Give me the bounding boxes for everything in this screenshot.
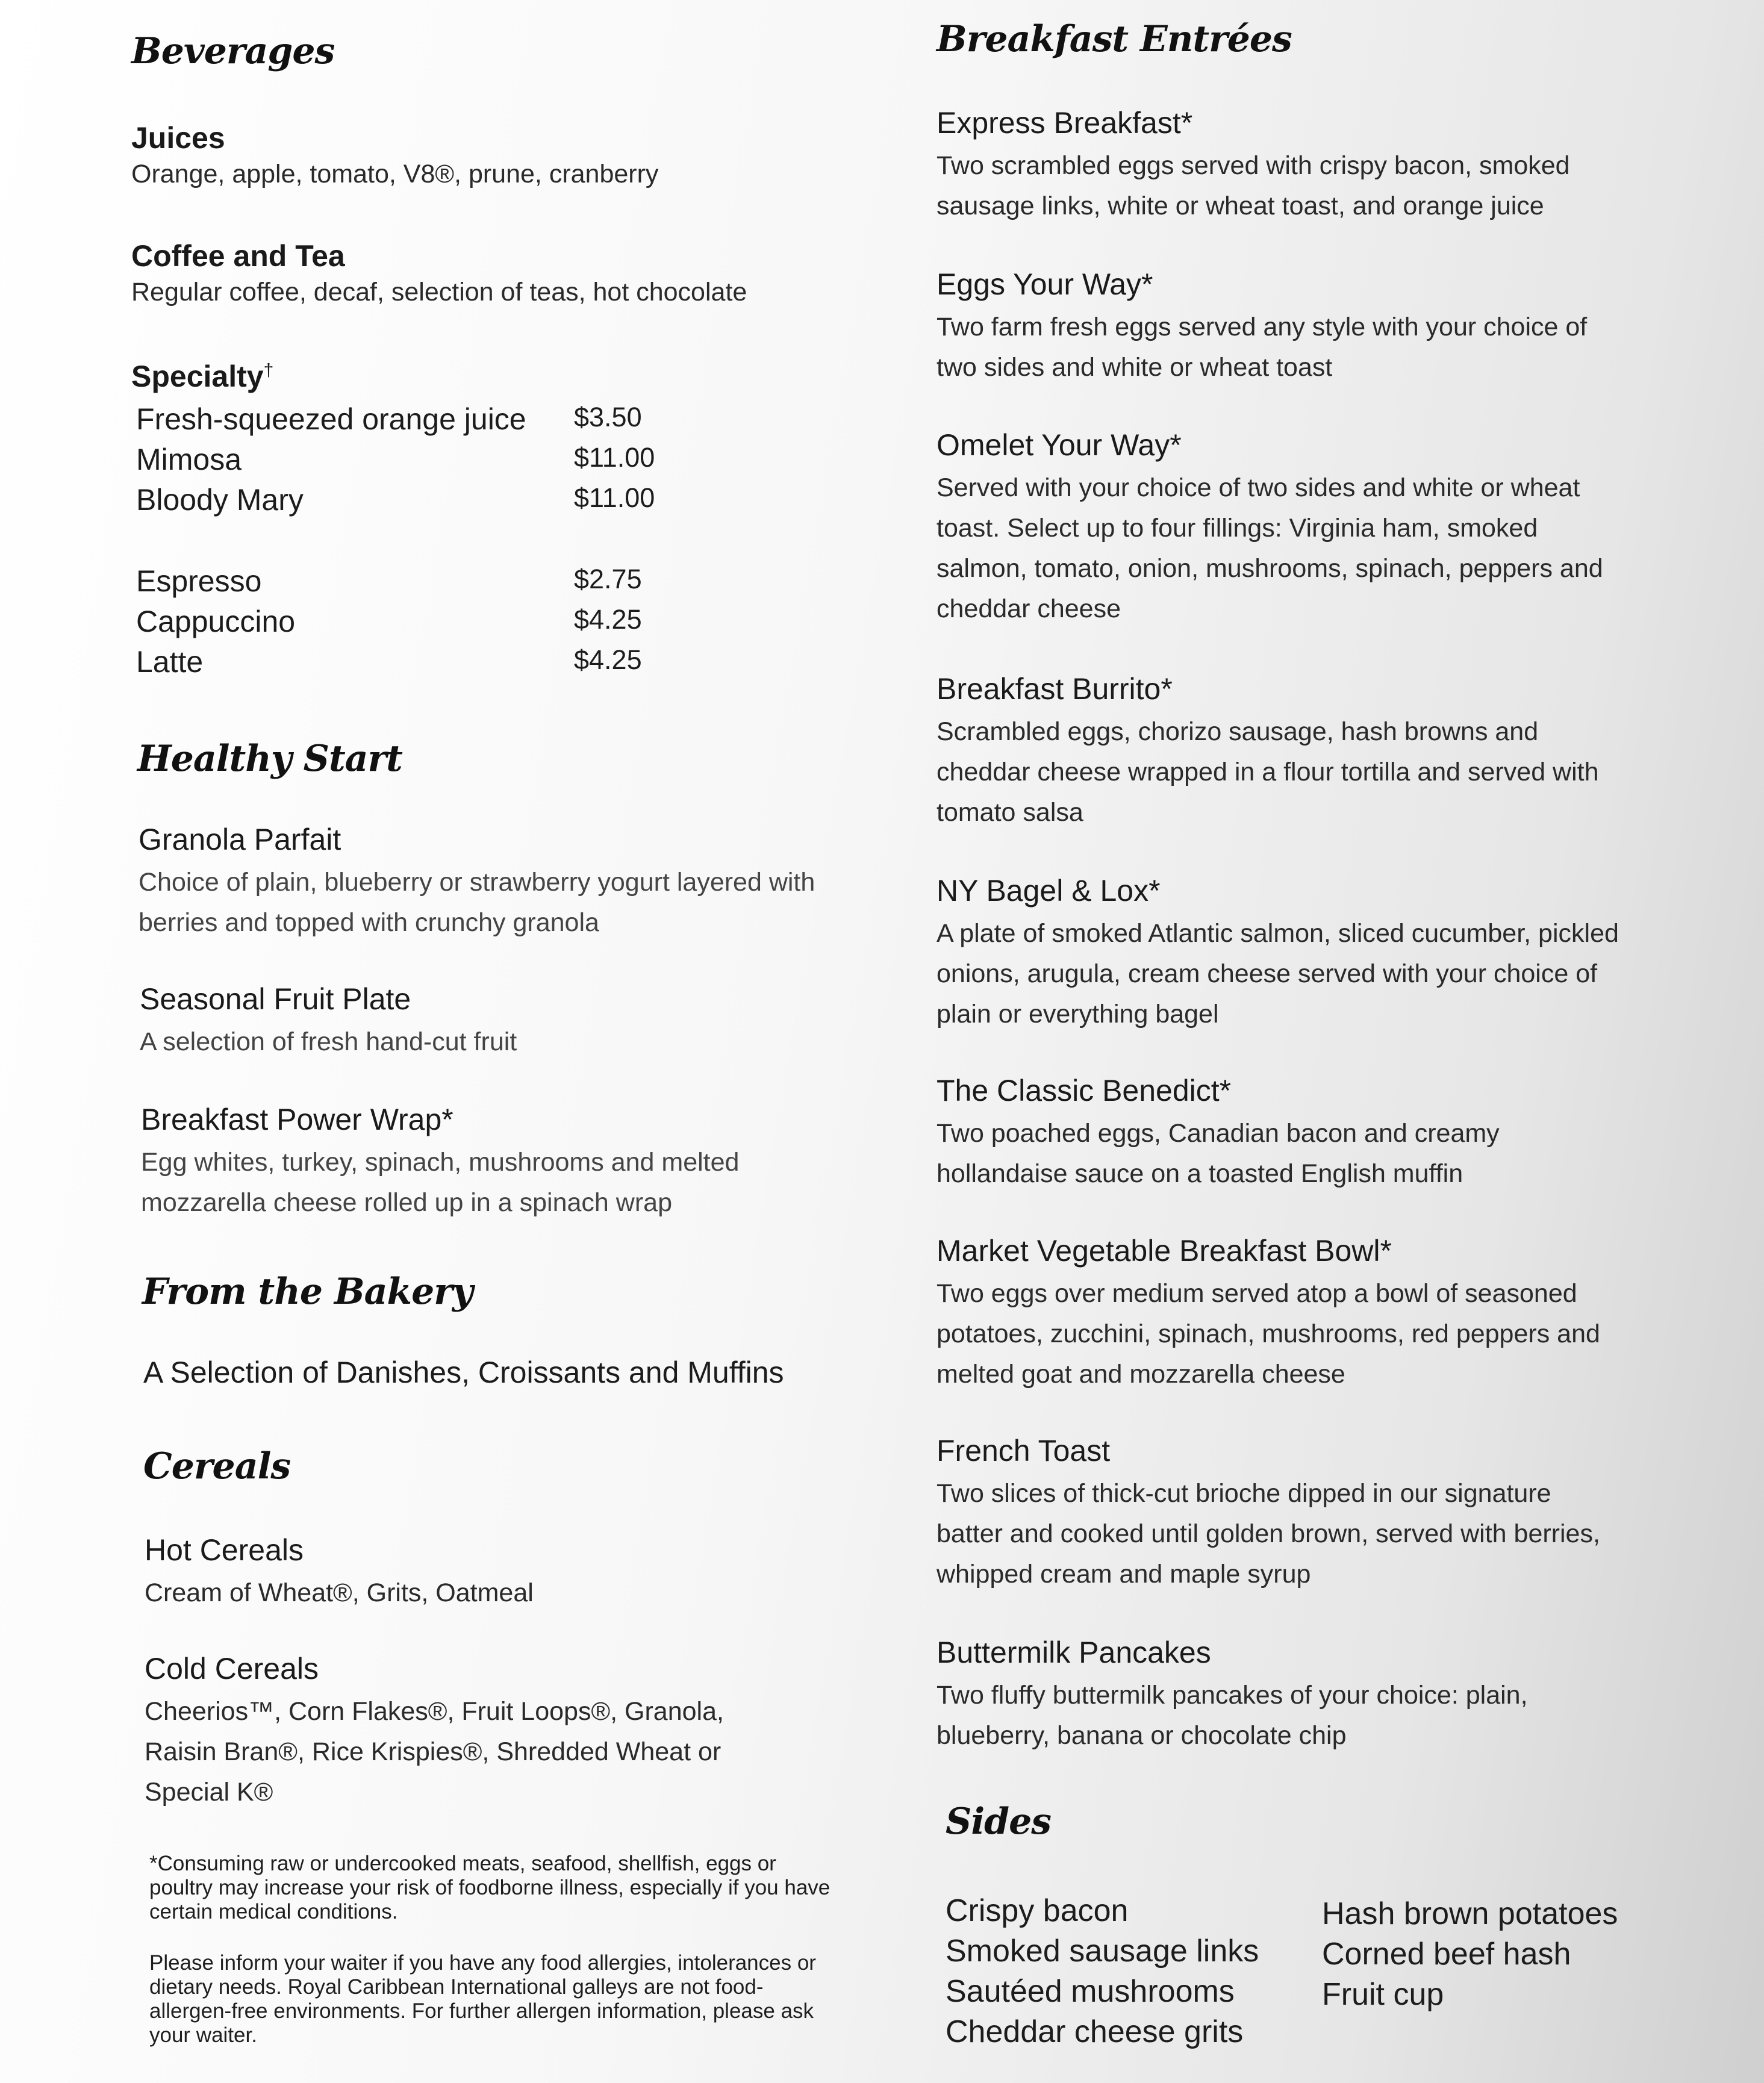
specialty-row — [131, 442, 673, 482]
specialty-item-name: Fresh-squeezed orange juice — [136, 402, 526, 436]
side-item: Corned beef hash — [1322, 1937, 1571, 1972]
healthy-start-heading: Healthy Start — [137, 738, 402, 780]
juices-title: Juices — [131, 121, 225, 155]
coffee-tea-desc: Regular coffee, decaf, selection of teas, hot chocolate — [131, 278, 747, 307]
specialty-item-price: $4.25 — [574, 644, 642, 675]
dagger-mark: † — [263, 360, 274, 381]
hot-cereals-title: Hot Cereals — [145, 1533, 304, 1567]
allergy-notice: Please inform your waiter if you have any food allergies, intolerances or dietary needs. Royal Caribbean International galleys are not food-allergen-free environments. For further allergen information, please ask your waiter. — [149, 1951, 816, 2047]
consumer-advisory: *Consuming raw or undercooked meats, seafood, shellfish, eggs or poultry may increase your risk of foodborne illness, especially if you have certain medical conditions. — [149, 1852, 831, 1923]
specialty-row — [131, 482, 673, 523]
healthy-item-title: Breakfast Power Wrap* — [141, 1103, 453, 1136]
side-item: Cheddar cheese grits — [946, 2014, 1244, 2049]
side-item: Fruit cup — [1322, 1977, 1444, 2012]
specialty-item-price: $11.00 — [574, 482, 655, 513]
entree-title: Buttermilk Pancakes — [937, 1636, 1211, 1669]
specialty-row — [131, 564, 673, 604]
specialty-item-name: Latte — [136, 645, 204, 679]
sides-list-right — [1322, 1894, 1618, 2015]
specialty-item-name: Bloody Mary — [136, 483, 304, 517]
entree-desc: Two fluffy buttermilk pancakes of your choice: plain, blueberry, banana or chocolate chip — [937, 1681, 1528, 1750]
side-item: Smoked sausage links — [946, 1934, 1259, 1969]
cold-cereals-title: Cold Cereals — [145, 1652, 319, 1686]
sides-list-left — [946, 1891, 1259, 2052]
specialty-item-name: Cappuccino — [136, 605, 296, 638]
bakery-heading: From the Bakery — [142, 1271, 473, 1313]
specialty-item-price: $3.50 — [574, 402, 642, 432]
entree-title: NY Bagel & Lox* — [937, 874, 1161, 908]
specialty-title — [131, 359, 273, 394]
cereals-heading: Cereals — [143, 1445, 291, 1487]
entree-desc: Two poached eggs, Canadian bacon and creamy hollandaise sauce on a toasted English muffin — [937, 1119, 1500, 1188]
healthy-item-title: Granola Parfait — [139, 823, 341, 856]
hot-cereals-desc: Cream of Wheat®, Grits, Oatmeal — [145, 1578, 534, 1607]
juices-desc: Orange, apple, tomato, V8®, prune, cranberry — [131, 160, 659, 188]
beverages-heading: Beverages — [131, 30, 335, 72]
entree-title: Eggs Your Way* — [937, 267, 1153, 301]
healthy-item-desc: Choice of plain, blueberry or strawberry yogurt layered with berries and topped with crunchy granola — [139, 868, 815, 937]
specialty-item-name: Mimosa — [136, 443, 242, 476]
side-item: Hash brown potatoes — [1322, 1896, 1618, 1931]
specialty-item-price: $4.25 — [574, 604, 642, 635]
entree-desc: Two farm fresh eggs served any style with your choice of two sides and white or wheat toast — [937, 313, 1588, 382]
entree-desc: Served with your choice of two sides and white or wheat toast. Select up to four fillings: Virginia ham, smoked salmon, tomato, onion, mushrooms, spinach, peppers and cheddar cheese — [937, 473, 1603, 623]
side-item: Sautéed mushrooms — [946, 1974, 1235, 2009]
entree-desc: Two slices of thick-cut brioche dipped in our signature batter and cooked until golden brown, served with berries, whipped cream and maple syrup — [937, 1479, 1600, 1589]
coffee-tea-title: Coffee and Tea — [131, 239, 345, 273]
entrees-heading: Breakfast Entrées — [937, 18, 1292, 60]
entree-title: Market Vegetable Breakfast Bowl* — [937, 1234, 1392, 1268]
specialty-item-price: $11.00 — [574, 442, 655, 473]
cold-cereals-desc: Cheerios™, Corn Flakes®, Fruit Loops®, Granola, Raisin Bran®, Rice Krispies®, Shredded Wheat or Special K® — [145, 1697, 724, 1807]
entree-title: Omelet Your Way* — [937, 428, 1182, 462]
specialty-row — [131, 644, 673, 685]
entree-desc: A plate of smoked Atlantic salmon, sliced cucumber, pickled onions, arugula, cream cheese served with your choice of plain or everything bagel — [937, 919, 1619, 1029]
healthy-item-desc: Egg whites, turkey, spinach, mushrooms and melted mozzarella cheese rolled up in a spinach wrap — [141, 1148, 740, 1217]
side-item: Crispy bacon — [946, 1893, 1129, 1928]
entree-title: Express Breakfast* — [937, 106, 1193, 140]
entree-desc: Two eggs over medium served atop a bowl of seasoned potatoes, zucchini, spinach, mushrooms, red peppers and melted goat and mozzarella cheese — [937, 1279, 1600, 1389]
specialty-item-price: $2.75 — [574, 564, 642, 594]
healthy-item-title: Seasonal Fruit Plate — [140, 982, 411, 1016]
healthy-item-desc: A selection of fresh hand-cut fruit — [140, 1027, 517, 1056]
specialty-item-name: Espresso — [136, 564, 262, 598]
entree-title: French Toast — [937, 1434, 1111, 1468]
entree-desc: Scrambled eggs, chorizo sausage, hash browns and cheddar cheese wrapped in a flour tortilla and served with tomato salsa — [937, 717, 1599, 827]
entree-title: Breakfast Burrito* — [937, 672, 1173, 706]
specialty-row — [131, 402, 673, 442]
entree-title: The Classic Benedict* — [937, 1074, 1232, 1107]
specialty-label: Specialty — [131, 360, 264, 393]
specialty-row — [131, 604, 673, 644]
bakery-text: A Selection of Danishes, Croissants and Muffins — [143, 1356, 784, 1389]
entree-desc: Two scrambled eggs served with crispy bacon, smoked sausage links, white or wheat toast, and orange juice — [937, 151, 1570, 220]
sides-heading: Sides — [946, 1801, 1052, 1843]
